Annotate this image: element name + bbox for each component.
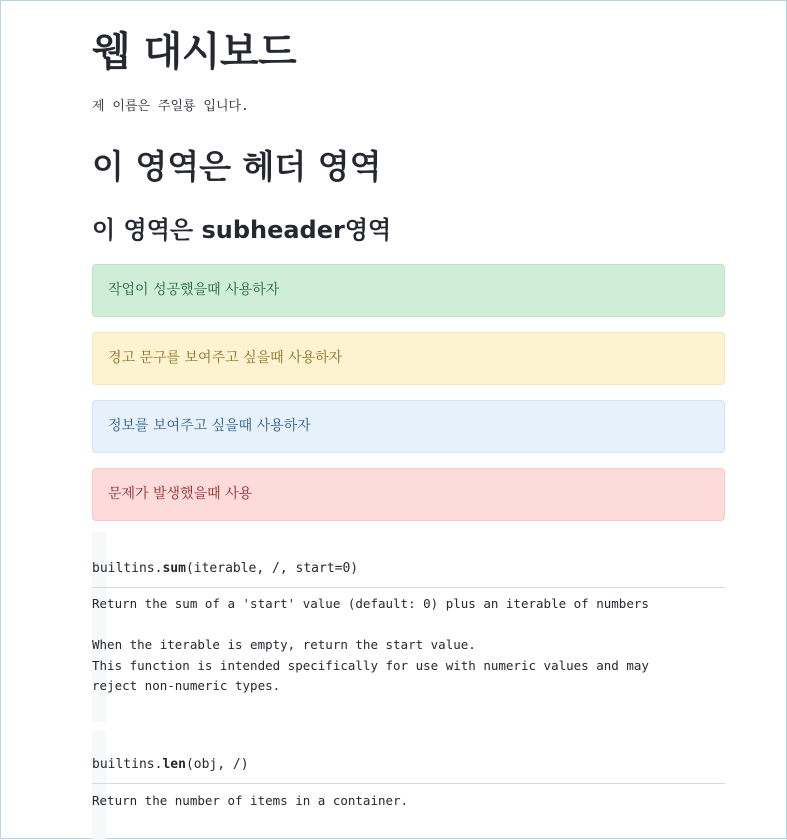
divider <box>92 783 725 784</box>
help-block-len <box>92 730 725 840</box>
page-title: 웹 대시보드 <box>92 29 297 75</box>
divider <box>92 587 725 588</box>
success-alert: 작업이 성공했을때 사용하자 <box>92 264 725 317</box>
function-signature <box>92 559 358 579</box>
help-block-gutter <box>92 730 106 840</box>
function-params: (obj, /) <box>185 757 249 772</box>
function-name: sum <box>162 561 186 576</box>
error-alert: 문제가 발생했을때 사용 <box>92 468 725 521</box>
module-name: builtins. <box>92 561 163 576</box>
intro-text: 제 이름은 주일룡 입니다. <box>92 99 249 114</box>
function-signature <box>92 755 249 775</box>
function-params: (iterable, /, start=0) <box>185 561 359 576</box>
module-name: builtins. <box>92 757 163 772</box>
function-name: len <box>162 757 186 772</box>
help-block-sum <box>92 532 725 722</box>
header-text: 이 영역은 헤더 영역 <box>92 147 382 186</box>
subheader-text: 이 영역은 subheader영역 <box>92 216 392 244</box>
warning-alert: 경고 문구를 보여주고 싶을때 사용하자 <box>92 332 725 385</box>
info-alert: 정보를 보여주고 싶을때 사용하자 <box>92 400 725 453</box>
docstring: Return the sum of a 'start' value (default: 0) plus an iterable of numbers When the iterable is empty, return the start value. This function is intended specifically for use with numeric values and may reject non-numeric types. <box>92 596 649 693</box>
docstring: Return the number of items in a container. <box>92 793 409 808</box>
